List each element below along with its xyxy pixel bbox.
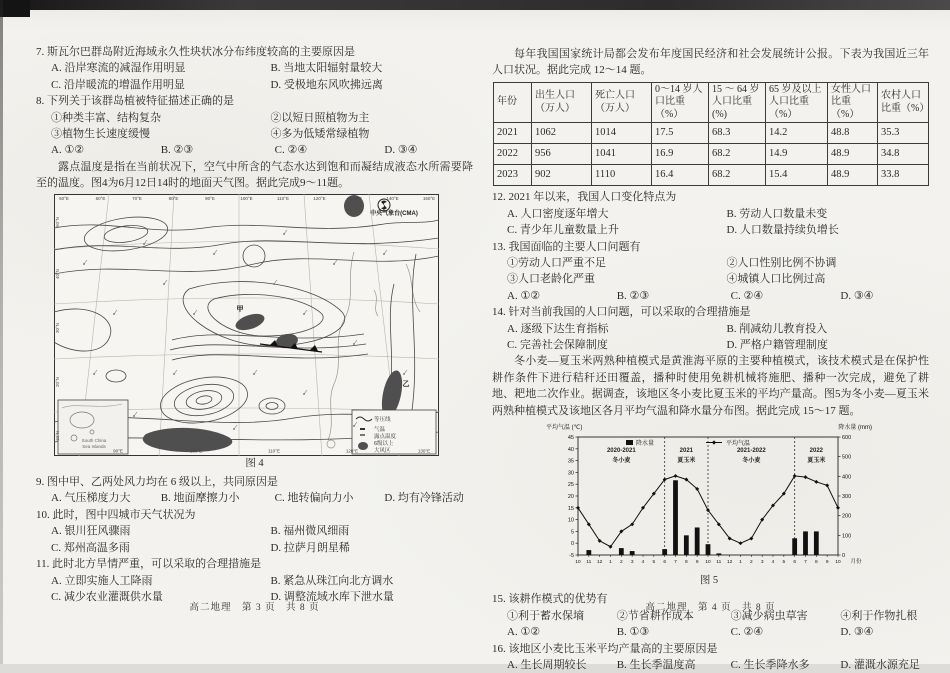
svg-text:2020-2021: 2020-2021 bbox=[606, 448, 636, 454]
svg-text:500: 500 bbox=[842, 454, 852, 461]
table-cell: 16.4 bbox=[652, 165, 709, 186]
option: D. 灌溉水源充足 bbox=[840, 659, 920, 672]
svg-text:Sea Islands: Sea Islands bbox=[82, 443, 106, 449]
option: A. ①② bbox=[507, 289, 541, 302]
table-cell: 1014 bbox=[592, 123, 652, 144]
question bbox=[36, 556, 473, 605]
svg-text:2: 2 bbox=[619, 560, 623, 565]
table-row bbox=[494, 144, 929, 165]
question-block-7-8 bbox=[36, 44, 473, 159]
svg-text:2022: 2022 bbox=[809, 448, 824, 454]
svg-text:10: 10 bbox=[575, 560, 581, 565]
option: B. 福州微风细雨 bbox=[270, 525, 350, 538]
option: C. 生长季降水多 bbox=[730, 659, 810, 672]
option: B. ②③ bbox=[160, 144, 194, 157]
svg-text:露点温度: 露点温度 bbox=[374, 433, 397, 440]
option: C. ②④ bbox=[730, 626, 764, 639]
table-cell: 68.3 bbox=[709, 123, 766, 144]
right-page bbox=[492, 46, 929, 673]
question bbox=[492, 304, 929, 353]
question-stem: 11. 此时北方旱情严重，可以采取的合理措施是 bbox=[36, 558, 262, 571]
svg-text:10: 10 bbox=[705, 560, 711, 565]
svg-text:2021: 2021 bbox=[679, 448, 694, 454]
table-cell: 34.8 bbox=[878, 144, 929, 165]
option: D. 严格户籍管理制度 bbox=[726, 338, 828, 351]
population-table bbox=[493, 82, 929, 187]
option: C. ②④ bbox=[730, 289, 764, 302]
question bbox=[36, 44, 473, 93]
table-cell: 16.9 bbox=[652, 144, 709, 165]
svg-text:乙: 乙 bbox=[402, 380, 410, 388]
scan-artifact-corner bbox=[0, 0, 30, 17]
figure5-caption: 图 5 bbox=[699, 575, 719, 586]
svg-text:25: 25 bbox=[567, 482, 574, 489]
svg-text:110°E: 110°E bbox=[277, 195, 289, 201]
svg-text:5: 5 bbox=[652, 560, 656, 565]
svg-text:-5: -5 bbox=[569, 553, 574, 559]
table-cell: 68.2 bbox=[709, 165, 766, 186]
table-header: 年份 bbox=[494, 82, 532, 123]
option-row bbox=[36, 573, 473, 589]
option: A. ①② bbox=[507, 626, 541, 639]
question bbox=[492, 641, 929, 673]
svg-text:50°N: 50°N bbox=[55, 216, 60, 227]
option: A. 银川狂风骤雨 bbox=[51, 525, 131, 538]
table-header: 女性人口比重（%） bbox=[828, 82, 878, 123]
option: ①劳动人口严重不足 bbox=[507, 256, 606, 269]
question-stem: 16. 该地区小麦比玉米平均产量高的主要原因是 bbox=[492, 642, 718, 655]
svg-text:大风区: 大风区 bbox=[374, 447, 391, 454]
climate-chart-svg bbox=[544, 421, 874, 573]
svg-text:110°E: 110°E bbox=[268, 448, 280, 454]
svg-text:4: 4 bbox=[771, 560, 775, 565]
svg-text:12: 12 bbox=[726, 560, 733, 565]
page-footer-right: 高二地理 第 4 页 共 8 页 bbox=[645, 603, 776, 613]
table-cell: 956 bbox=[532, 144, 592, 165]
svg-text:80°E: 80°E bbox=[168, 195, 179, 201]
table-header: 出生人口（万人） bbox=[532, 82, 592, 123]
option: C. 沿岸暖流的增温作用明显 bbox=[51, 78, 185, 91]
svg-text:70°E: 70°E bbox=[132, 195, 142, 201]
option: B. 紧急从珠江向北方调水 bbox=[270, 574, 394, 587]
weather-map-svg bbox=[54, 194, 439, 456]
svg-text:冬小麦: 冬小麦 bbox=[612, 458, 631, 464]
table-cell: 2021 bbox=[494, 123, 532, 144]
svg-text:300: 300 bbox=[842, 494, 852, 500]
table-cell: 2022 bbox=[494, 144, 532, 165]
option: D. 拉萨月朗星稀 bbox=[270, 541, 350, 554]
table-cell: 14.9 bbox=[766, 144, 828, 165]
table-cell: 14.2 bbox=[766, 123, 828, 144]
option-row bbox=[492, 337, 929, 353]
svg-text:1: 1 bbox=[609, 560, 612, 565]
option: D. 受极地东风吹拂远离 bbox=[270, 78, 383, 91]
svg-text:10°N: 10°N bbox=[55, 430, 60, 441]
table-cell: 68.2 bbox=[709, 144, 766, 165]
question-stem: 9. 图中甲、乙两处风力均在 6 级以上，共同原因是 bbox=[36, 476, 278, 489]
question-stem: 14. 针对当前我国的人口问题，可以采取的合理措施是 bbox=[492, 306, 751, 319]
svg-text:8: 8 bbox=[814, 560, 818, 565]
option: A. 生长周期较长 bbox=[507, 659, 587, 672]
option: D. 调整流域水库下泄水量 bbox=[270, 590, 394, 603]
option: D. ③④ bbox=[840, 626, 874, 639]
option: D. ③④ bbox=[840, 289, 874, 302]
question-block-9-11 bbox=[36, 474, 473, 605]
svg-text:9: 9 bbox=[825, 560, 829, 565]
table-header: 0～14 岁人口比重（%） bbox=[652, 82, 709, 123]
svg-text:130°E: 130°E bbox=[417, 448, 431, 454]
svg-text:夏玉米: 夏玉米 bbox=[677, 458, 696, 464]
option: ③人口老龄化严重 bbox=[507, 273, 595, 286]
svg-text:10: 10 bbox=[835, 560, 841, 565]
question bbox=[36, 474, 473, 507]
table-header: 农村人口比重（%） bbox=[878, 82, 929, 123]
table-cell: 1110 bbox=[592, 165, 652, 186]
svg-text:0: 0 bbox=[842, 553, 846, 559]
option: ②节省耕作成本 bbox=[616, 609, 694, 622]
option: C. 完善社会保障制度 bbox=[507, 338, 608, 351]
option-row bbox=[36, 490, 473, 506]
option: ①种类丰富、结构复杂 bbox=[51, 111, 161, 124]
option: B. 地面摩擦力小 bbox=[160, 492, 240, 505]
svg-text:100: 100 bbox=[842, 533, 852, 540]
question-stem: 10. 此时，图中四城市天气状况为 bbox=[36, 508, 196, 521]
question bbox=[492, 189, 929, 238]
option-row bbox=[36, 110, 473, 126]
map-legend bbox=[352, 410, 436, 454]
option: C. 减少农业灌溉供水量 bbox=[51, 590, 163, 603]
option: A. 逐级下达生育指标 bbox=[507, 322, 609, 335]
svg-text:6: 6 bbox=[793, 560, 797, 565]
table-cell: 35.3 bbox=[878, 123, 929, 144]
svg-text:100°E: 100°E bbox=[240, 195, 253, 201]
table-cell: 1041 bbox=[592, 144, 652, 165]
svg-text:12: 12 bbox=[596, 560, 603, 565]
option: ①利于蓄水保墒 bbox=[507, 609, 584, 622]
svg-text:400: 400 bbox=[842, 474, 852, 481]
dew-point-intro: 露点温度是指在当前状况下，空气中所含的气态水达到饱和而凝结成液态水所需要降至的温度。图4为6月12日14时的地面天气图。据此完成9～11题。 bbox=[36, 160, 473, 190]
svg-text:40°N: 40°N bbox=[55, 268, 60, 279]
dew-symbol bbox=[360, 434, 365, 436]
svg-text:35: 35 bbox=[567, 458, 574, 465]
svg-text:30°N: 30°N bbox=[55, 322, 60, 333]
option: ④利于作物扎根 bbox=[840, 609, 918, 622]
option-row bbox=[492, 288, 929, 304]
svg-text:15: 15 bbox=[567, 505, 574, 512]
svg-text:月份: 月份 bbox=[850, 559, 862, 565]
svg-text:140°E: 140°E bbox=[386, 195, 399, 201]
svg-text:夏玉米: 夏玉米 bbox=[807, 458, 826, 464]
svg-text:4: 4 bbox=[641, 560, 645, 565]
svg-text:50°E: 50°E bbox=[59, 195, 69, 201]
svg-text:120°E: 120°E bbox=[313, 195, 326, 201]
table-cell: 902 bbox=[532, 165, 592, 186]
table-header: 死亡人口（万人） bbox=[592, 82, 652, 123]
option: ④多为低矮常绿植物 bbox=[270, 128, 370, 141]
svg-text:平均气温 (℃): 平均气温 (℃) bbox=[546, 425, 583, 431]
option: A. 人口密度逐年增大 bbox=[507, 207, 609, 220]
svg-text:600: 600 bbox=[842, 435, 852, 441]
svg-text:7: 7 bbox=[804, 560, 807, 565]
option: B. 生长季温度高 bbox=[616, 659, 696, 672]
option-row bbox=[492, 657, 929, 673]
svg-text:20°N: 20°N bbox=[55, 376, 60, 387]
option: ②人口性别比例不协调 bbox=[726, 256, 837, 269]
option-row bbox=[492, 271, 929, 287]
option-row bbox=[492, 321, 929, 337]
figure4-caption: 图 4 bbox=[245, 457, 264, 469]
svg-text:平均气温: 平均气温 bbox=[726, 441, 751, 447]
svg-text:降水量: 降水量 bbox=[636, 441, 655, 447]
statistics-intro: 每年我国国家统计局都会发布年度国民经济和社会发展统计公报。下表为我国近三年人口状况。据此完成 12～14 题。 bbox=[492, 48, 929, 77]
option: A. 气压梯度力大 bbox=[51, 492, 131, 505]
option: B. 劳动人口数量未变 bbox=[726, 207, 828, 220]
question-stem: 15. 该耕作模式的优势有 bbox=[492, 593, 608, 606]
table-cell: 48.8 bbox=[828, 123, 878, 144]
option: A. ①② bbox=[51, 144, 85, 157]
option: B. ②③ bbox=[616, 289, 650, 302]
svg-text:3: 3 bbox=[760, 560, 764, 565]
table-header: 65 岁及以上人口比重（%） bbox=[766, 82, 828, 123]
option: ②以短日照植物为主 bbox=[270, 111, 370, 124]
option: D. ③④ bbox=[384, 144, 418, 157]
question-stem: 8. 下列关于该群岛植被特征描述正确的是 bbox=[36, 95, 234, 108]
table-cell: 48.9 bbox=[828, 144, 878, 165]
option-row bbox=[492, 624, 929, 640]
option: C. 青少年儿童数量上升 bbox=[507, 224, 619, 237]
option-row bbox=[36, 540, 473, 556]
temp-symbol bbox=[360, 428, 365, 430]
svg-text:冬小麦: 冬小麦 bbox=[742, 458, 761, 464]
svg-text:2021-2022: 2021-2022 bbox=[736, 448, 766, 454]
svg-text:5: 5 bbox=[782, 560, 786, 565]
svg-text:20: 20 bbox=[567, 494, 574, 500]
svg-text:9: 9 bbox=[695, 560, 699, 565]
svg-text:45: 45 bbox=[567, 435, 574, 441]
svg-text:120°E: 120°E bbox=[345, 448, 359, 454]
question-stem: 13. 我国面临的主要人口问题有 bbox=[492, 240, 641, 253]
question-stem: 12. 2021 年以来，我国人口变化特点为 bbox=[492, 191, 677, 204]
table-cell: 1062 bbox=[532, 123, 592, 144]
svg-text:11: 11 bbox=[716, 560, 722, 565]
option: B. 当地太阳辐射量较大 bbox=[270, 62, 383, 75]
option-row bbox=[492, 255, 929, 271]
option-row bbox=[492, 206, 929, 222]
svg-text:150°E: 150°E bbox=[422, 195, 436, 201]
svg-text:11: 11 bbox=[586, 560, 592, 565]
svg-text:等压线: 等压线 bbox=[374, 416, 391, 423]
option-row bbox=[36, 142, 473, 158]
svg-text:100°E: 100°E bbox=[189, 448, 203, 454]
svg-text:中央气象台(CMA): 中央气象台(CMA) bbox=[370, 210, 418, 217]
svg-text:60°E: 60°E bbox=[95, 195, 106, 201]
scan-artifact-top bbox=[0, 0, 950, 10]
gale-symbol bbox=[358, 442, 368, 450]
svg-text:10: 10 bbox=[567, 517, 574, 524]
svg-text:6级以上: 6级以上 bbox=[374, 440, 394, 447]
option: ③植物生长速度缓慢 bbox=[51, 128, 150, 141]
option: D. 均有冷锋活动 bbox=[384, 492, 464, 505]
option-row bbox=[492, 222, 929, 238]
svg-text:1: 1 bbox=[739, 560, 742, 565]
question-block-12-14 bbox=[492, 189, 929, 353]
option: A. 沿岸寒流的减湿作用明显 bbox=[51, 62, 186, 75]
table-cell: 17.5 bbox=[652, 123, 709, 144]
table-row bbox=[494, 165, 929, 186]
left-page bbox=[36, 44, 473, 605]
climate-chart-figure bbox=[492, 421, 929, 589]
svg-text:甲: 甲 bbox=[236, 305, 244, 313]
scan-artifact-left-edge bbox=[0, 0, 3, 664]
option: ④城镇人口比例过高 bbox=[726, 273, 826, 286]
option: D. 人口数量持续负增长 bbox=[726, 224, 839, 237]
table-cell: 33.8 bbox=[878, 165, 929, 186]
svg-text:8: 8 bbox=[684, 560, 688, 565]
svg-text:气温: 气温 bbox=[374, 426, 386, 433]
option: B. 削减幼儿教育投入 bbox=[726, 322, 828, 335]
svg-text:90°E: 90°E bbox=[113, 448, 123, 454]
svg-text:2: 2 bbox=[749, 560, 753, 565]
svg-text:3: 3 bbox=[630, 560, 634, 565]
svg-text:130°E: 130°E bbox=[349, 195, 363, 201]
question bbox=[36, 507, 473, 556]
svg-text:0: 0 bbox=[570, 541, 574, 548]
option: C. 郑州高温多雨 bbox=[51, 541, 130, 554]
svg-text:5: 5 bbox=[570, 529, 574, 536]
question bbox=[36, 93, 473, 159]
option-row bbox=[36, 126, 473, 142]
svg-text:90°E: 90°E bbox=[205, 195, 215, 201]
table-cell: 15.4 bbox=[766, 165, 828, 186]
page-footer-left: 高二地理 第 3 页 共 8 页 bbox=[189, 603, 320, 613]
option-row bbox=[36, 523, 473, 539]
option: C. 地转偏向力小 bbox=[274, 492, 354, 505]
option: C. ②④ bbox=[274, 144, 308, 157]
option-row bbox=[36, 77, 473, 93]
svg-text:7: 7 bbox=[674, 560, 677, 565]
table-cell: 48.9 bbox=[828, 165, 878, 186]
option: B. ①③ bbox=[616, 626, 650, 639]
table-cell: 2023 bbox=[494, 165, 532, 186]
question bbox=[492, 239, 929, 305]
svg-text:South China: South China bbox=[81, 437, 107, 443]
svg-text:30: 30 bbox=[567, 470, 574, 477]
wheat-maize-intro: 冬小麦—夏玉米两熟种植模式是黄淮海平原的主要种植模式，该技术模式是在保护性耕作条件下进行秸秆还田覆盖，播种时使用免耕机械将施肥、播种一次完成，避免了耕地、耙地二次作业。据调查，该地区冬小麦比夏玉米的平均产量高。图5为冬小麦—夏玉米两熟种植模式及该地区各月平均气温和降水量分布图。据此完成 15～17 题。 bbox=[492, 355, 929, 417]
svg-text:6: 6 bbox=[663, 560, 667, 565]
table-header: 15 ～ 64 岁人口比重(%) bbox=[709, 82, 766, 123]
question-stem: 7. 斯瓦尔巴群岛附近海域永久性块状冰分布纬度较高的主要原因是 bbox=[36, 46, 355, 58]
svg-text:40: 40 bbox=[567, 446, 574, 453]
table-row bbox=[494, 123, 929, 144]
option-row bbox=[36, 60, 473, 76]
weather-map-figure bbox=[36, 194, 473, 472]
svg-text:降水量 (mm): 降水量 (mm) bbox=[838, 425, 872, 431]
option: A. 立即实施人工降雨 bbox=[51, 574, 153, 587]
option: ③减少病虫草害 bbox=[730, 609, 808, 622]
svg-text:200: 200 bbox=[842, 513, 852, 520]
